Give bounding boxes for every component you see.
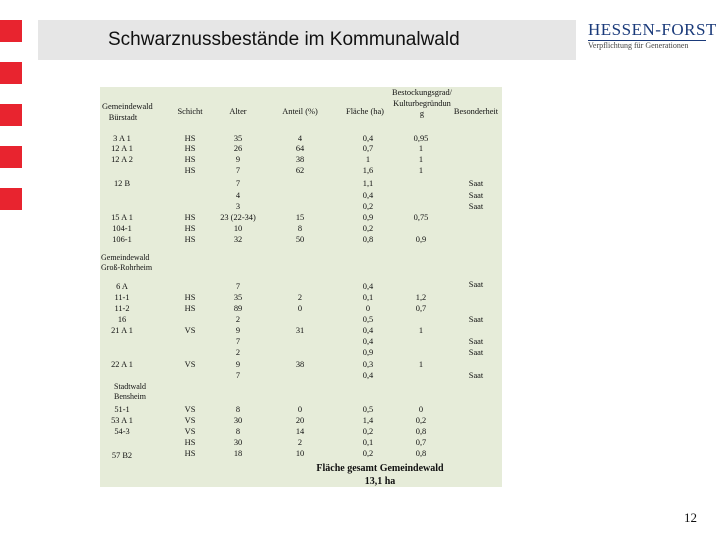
bestockung-cell: 1,2: [415, 293, 427, 302]
alter-cell: 32: [233, 235, 243, 244]
alter-cell: 4: [235, 191, 241, 200]
flaeche-cell: 1: [365, 155, 371, 164]
page-number: 12: [684, 510, 697, 525]
title-box: [38, 20, 576, 60]
anteil-cell: 50: [295, 235, 305, 244]
abteilung-11-2: 11-2: [114, 304, 130, 313]
anteil-cell: 38: [295, 360, 305, 369]
flaeche-cell: 0,3: [362, 360, 374, 369]
bestockung-cell: 0,95: [413, 134, 429, 143]
header-besonderheit: Besonderheit: [453, 107, 499, 116]
flaeche-cell: 0,7: [362, 144, 374, 153]
flaeche-cell: 1,6: [362, 166, 374, 175]
alter-cell: 18: [233, 449, 243, 458]
anteil-cell: 4: [297, 134, 303, 143]
header-bestockungsgrad: Bestockungsgrad/ Kulturbegründung: [392, 88, 453, 118]
anteil-cell: 14: [295, 427, 305, 436]
abteilung-104-1: 104-1: [112, 224, 132, 233]
red-bar-2: [0, 62, 22, 84]
bestockung-cell: 0,9: [415, 235, 427, 244]
schicht-cell: HS: [184, 224, 196, 233]
bestockung-cell: 0,8: [415, 449, 427, 458]
besonderheit-cell: Saat: [468, 348, 484, 357]
bestockung-cell: 0,7: [415, 438, 427, 447]
flaeche-cell: 0,2: [362, 427, 374, 436]
alter-cell: 7: [235, 337, 241, 346]
abteilung-12a1: 12 A 1: [111, 144, 133, 153]
alter-cell: 7: [235, 282, 241, 291]
bestockung-cell: 0,75: [413, 213, 429, 222]
besonderheit-cell: Saat: [468, 191, 484, 200]
abteilung-16: 16: [117, 315, 127, 324]
abteilung-3a1: 3 A 1: [113, 134, 131, 143]
alter-cell: 3: [235, 202, 241, 211]
header-anteil: Anteil (%): [282, 107, 318, 116]
schicht-cell: HS: [184, 449, 196, 458]
abteilung-106-1: 106-1: [112, 235, 132, 244]
bestockung-cell: 1: [418, 144, 424, 153]
abteilung-12a2: 12 A 2: [111, 155, 133, 164]
besonderheit-cell: Saat: [468, 202, 484, 211]
flaeche-cell: 0,4: [362, 191, 374, 200]
abteilung-51-1: 51-1: [114, 405, 130, 414]
red-bar-5: [0, 188, 22, 210]
flaeche-cell: 0,4: [362, 337, 374, 346]
flaeche-cell: 0,4: [362, 371, 374, 380]
bestockung-cell: 0: [418, 405, 424, 414]
alter-cell: 9: [235, 155, 241, 164]
alter-cell: 35: [233, 293, 243, 302]
flaeche-cell: 0: [365, 304, 371, 313]
anteil-cell: 38: [295, 155, 305, 164]
anteil-cell: 31: [295, 326, 305, 335]
abteilung-12b: 12 B: [113, 179, 131, 188]
anteil-cell: 15: [295, 213, 305, 222]
bestockung-cell: 1: [418, 166, 424, 175]
alter-cell: 89: [233, 304, 243, 313]
abteilung-57b2: 57 B2: [111, 451, 133, 460]
anteil-cell: 0: [297, 304, 303, 313]
abteilung-6a: 6 A: [116, 282, 128, 291]
section-gross-rohrheim: Gemeindewald Groß-Rohrheim: [101, 253, 153, 272]
alter-cell: 10: [233, 224, 243, 233]
flaeche-cell: 0,4: [362, 326, 374, 335]
alter-cell: 2: [235, 315, 241, 324]
schicht-cell: HS: [184, 144, 196, 153]
header-alter: Alter: [229, 107, 247, 116]
alter-cell: 30: [233, 416, 243, 425]
schicht-cell: HS: [184, 235, 196, 244]
flaeche-cell: 1,4: [362, 416, 374, 425]
anteil-cell: 64: [295, 144, 305, 153]
header-schicht: Schicht: [177, 107, 203, 116]
alter-cell: 26: [233, 144, 243, 153]
abteilung-22a1: 22 A 1: [111, 360, 133, 369]
red-bar-1: [0, 20, 22, 42]
anteil-cell: 10: [295, 449, 305, 458]
flaeche-cell: 1,1: [362, 179, 374, 188]
flaeche-cell: 0,4: [362, 282, 374, 291]
flaeche-cell: 0,5: [362, 405, 374, 414]
abteilung-21a1: 21 A 1: [111, 326, 133, 335]
schicht-cell: HS: [184, 293, 196, 302]
anteil-cell: 0: [297, 405, 303, 414]
flaeche-cell: 0,8: [362, 235, 374, 244]
schicht-cell: HS: [184, 438, 196, 447]
schicht-cell: HS: [184, 155, 196, 164]
flaeche-cell: 0,2: [362, 224, 374, 233]
anteil-cell: 2: [297, 438, 303, 447]
flaeche-cell: 0,9: [362, 213, 374, 222]
abteilung-11-1: 11-1: [114, 293, 130, 302]
section-bensheim: Stadtwald Bensheim: [114, 382, 146, 401]
anteil-cell: 8: [297, 224, 303, 233]
alter-cell: 7: [235, 371, 241, 380]
total-value: 13,1 ha: [364, 476, 396, 487]
bestockung-cell: 0,8: [415, 427, 427, 436]
bestockung-cell: 0,2: [415, 416, 427, 425]
alter-cell: 8: [235, 427, 241, 436]
abteilung-54-3: 54-3: [114, 427, 130, 436]
flaeche-cell: 0,2: [362, 202, 374, 211]
red-bar-3: [0, 104, 22, 126]
alter-cell: 2: [235, 348, 241, 357]
anteil-cell: 62: [295, 166, 305, 175]
bestockung-cell: 0,7: [415, 304, 427, 313]
schicht-cell: VS: [184, 427, 196, 436]
flaeche-cell: 0,1: [362, 293, 374, 302]
bestockung-cell: 1: [418, 155, 424, 164]
schicht-cell: VS: [184, 405, 196, 414]
logo-name: HESSEN-FORST: [588, 20, 717, 39]
data-table: [100, 87, 502, 487]
alter-cell: 35: [233, 134, 243, 143]
flaeche-cell: 0,2: [362, 449, 374, 458]
flaeche-cell: 0,1: [362, 438, 374, 447]
besonderheit-cell: Saat: [468, 371, 484, 380]
alter-cell: 9: [235, 360, 241, 369]
alter-cell: 30: [233, 438, 243, 447]
schicht-cell: HS: [184, 213, 196, 222]
schicht-cell: VS: [184, 416, 196, 425]
alter-cell: 23 (22-34): [220, 213, 256, 222]
logo-subtitle: Verpflichtung für Generationen: [588, 41, 689, 50]
schicht-cell: HS: [184, 134, 196, 143]
alter-cell: 9: [235, 326, 241, 335]
alter-cell: 7: [235, 166, 241, 175]
flaeche-cell: 0,9: [362, 348, 374, 357]
header-gemeinde: Gemeindewald Bürstadt: [102, 102, 153, 122]
flaeche-cell: 0,5: [362, 315, 374, 324]
schicht-cell: VS: [184, 326, 196, 335]
besonderheit-cell: Saat: [468, 179, 484, 188]
bestockung-cell: 1: [418, 360, 424, 369]
alter-cell: 7: [235, 179, 241, 188]
abteilung-53a1: 53 A 1: [111, 416, 133, 425]
besonderheit-cell: Saat: [468, 315, 484, 324]
bestockung-cell: 1: [418, 326, 424, 335]
red-bar-4: [0, 146, 22, 168]
anteil-cell: 20: [295, 416, 305, 425]
besonderheit-cell: Saat: [468, 280, 484, 289]
schicht-cell: HS: [184, 166, 196, 175]
schicht-cell: VS: [184, 360, 196, 369]
total-area: [280, 462, 480, 488]
logo-divider: [588, 40, 706, 41]
flaeche-cell: 0,4: [362, 134, 374, 143]
header-flaeche: Fläche (ha): [346, 107, 384, 116]
abteilung-15a1: 15 A 1: [111, 213, 133, 222]
schicht-cell: HS: [184, 304, 196, 313]
total-label: Fläche gesamt Gemeindewald: [316, 463, 444, 474]
anteil-cell: 2: [297, 293, 303, 302]
page-title: Schwarznussbestände im Kommunalwald: [108, 29, 460, 50]
hessen-forst-logo: [588, 20, 717, 54]
besonderheit-cell: Saat: [468, 337, 484, 346]
alter-cell: 8: [235, 405, 241, 414]
